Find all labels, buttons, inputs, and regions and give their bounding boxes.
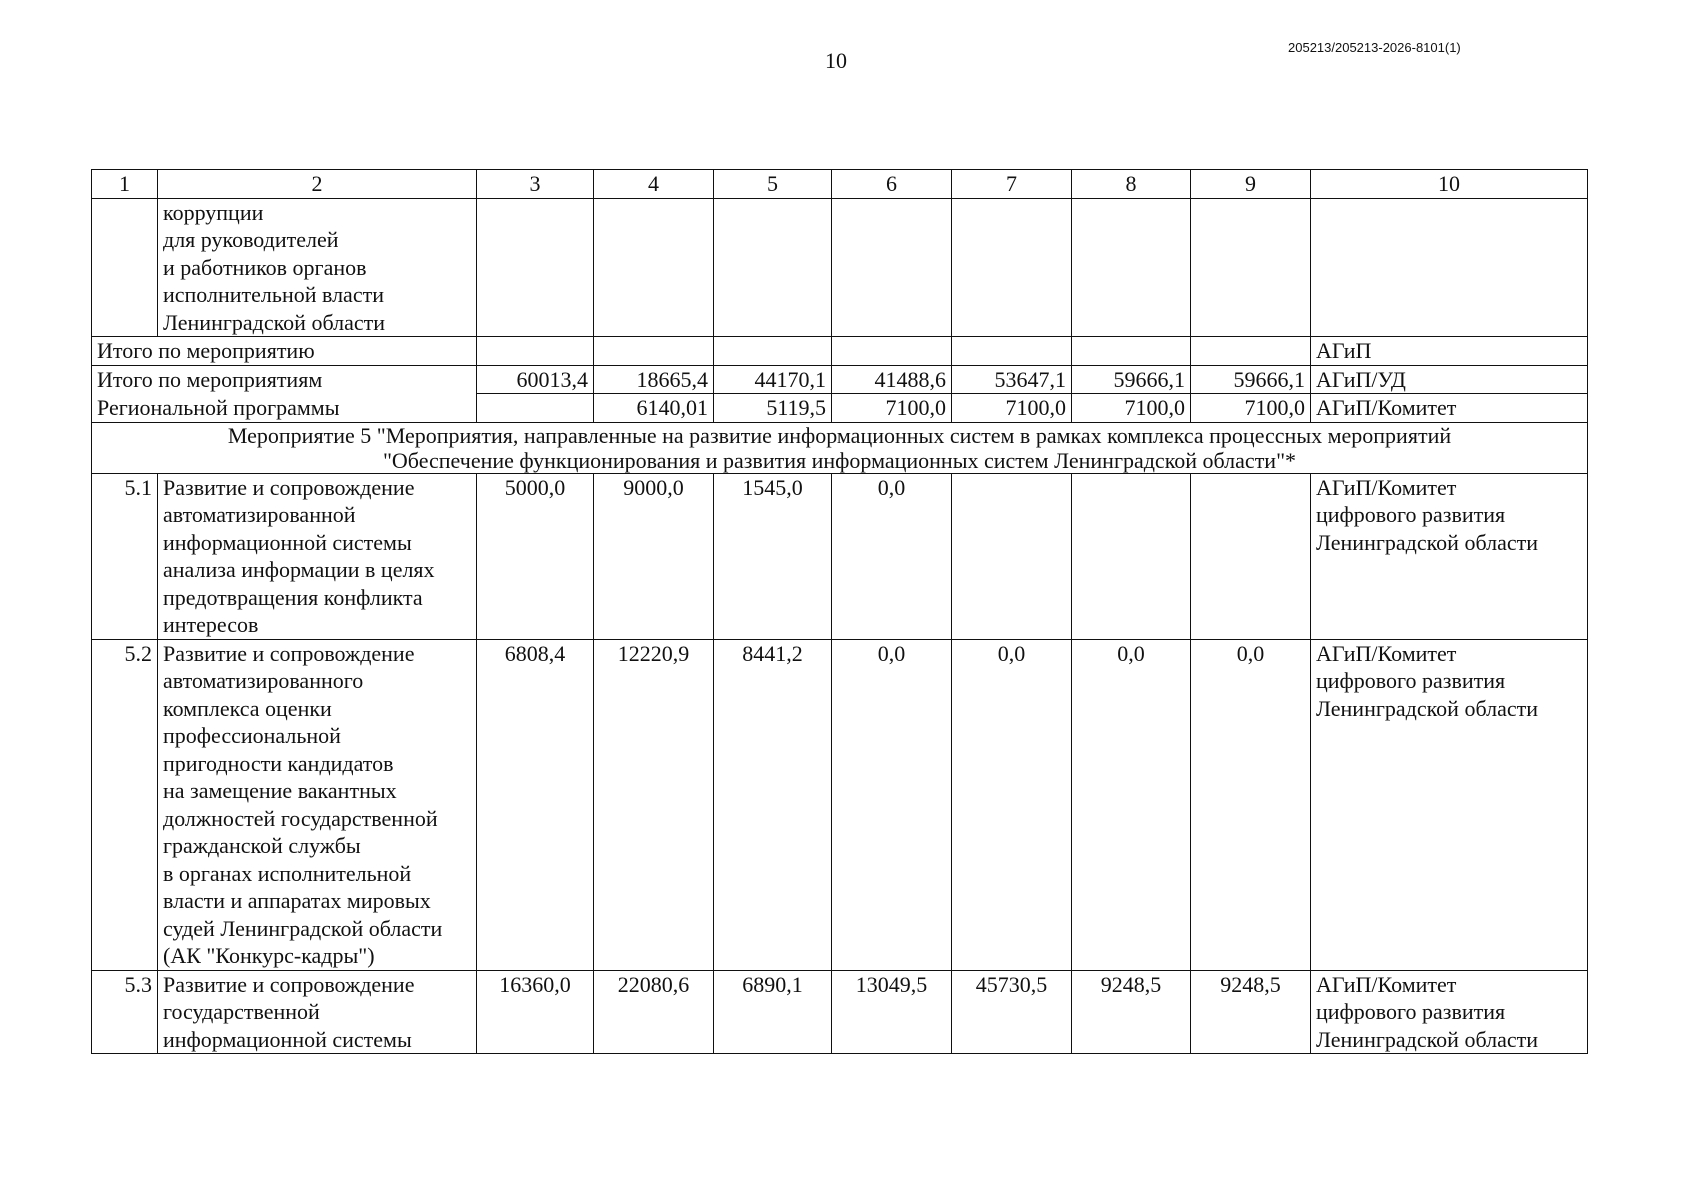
table-cell: [1191, 337, 1311, 366]
event-description: [158, 970, 477, 1054]
cell-line: цифрового развития: [1316, 668, 1506, 693]
column-header: 6: [832, 170, 952, 199]
responsible-cell: [1311, 970, 1588, 1054]
cell-line: Ленинградской области: [1316, 695, 1538, 721]
table-cell: [714, 198, 832, 337]
row-number: 5.2: [92, 639, 158, 970]
total-label: Региональной программы: [92, 394, 477, 423]
table-cell: [1072, 198, 1191, 337]
value-cell: 9000,0: [594, 473, 714, 639]
cell-line: и работников органов: [163, 254, 367, 280]
value-cell: 22080,6: [594, 970, 714, 1054]
value-cell: [1191, 473, 1311, 639]
cell-line: Развитие и сопровождение: [163, 971, 415, 997]
value-cell: 45730,5: [952, 970, 1072, 1054]
section-heading-line: Мероприятие 5 "Мероприятия, направленные на развитие информационных систем в рамках комплекса процессных мероприятий: [227, 422, 1452, 448]
table-cell: [594, 337, 714, 366]
responsible-cell: АГиП/УД: [1311, 365, 1588, 394]
value-cell: 5000,0: [477, 473, 594, 639]
cell-line: интересов: [163, 612, 259, 637]
table-cell: [1311, 198, 1588, 337]
value-cell: 0,0: [1072, 639, 1191, 970]
cell-line: автоматизированного: [163, 668, 364, 693]
total-events-row: [92, 365, 1588, 394]
event-description: [158, 473, 477, 639]
cell-line: на замещение вакантных: [163, 778, 397, 803]
table-cell: [832, 337, 952, 366]
table-row: [92, 473, 1588, 639]
value-cell: 44170,1: [714, 365, 832, 394]
table-cell: [477, 198, 594, 337]
cell-line: Ленинградской области: [163, 309, 385, 335]
cell-line: в органах исполнительной: [163, 860, 412, 886]
responsible-cell: АГиП/Комитет: [1311, 394, 1588, 423]
cell-line: власти и аппаратах мировых: [163, 888, 431, 913]
column-header: 1: [92, 170, 158, 199]
value-cell: 16360,0: [477, 970, 594, 1054]
section-heading: [92, 422, 1588, 473]
cell-line: государственной: [163, 999, 320, 1024]
value-cell: [952, 473, 1072, 639]
page-number: 10: [825, 48, 847, 73]
cell-line: информационной системы: [163, 1026, 412, 1052]
value-cell: [1072, 473, 1191, 639]
column-header: 9: [1191, 170, 1311, 199]
table-row: [92, 970, 1588, 1054]
value-cell: 0,0: [832, 473, 952, 639]
cell-line: АГиП/Комитет: [1316, 971, 1457, 997]
column-header: 4: [594, 170, 714, 199]
column-header: 10: [1311, 170, 1588, 199]
cell-line: гражданской службы: [163, 833, 361, 858]
table-cell: [92, 198, 158, 337]
cell-line: должностей государственной: [163, 805, 438, 831]
value-cell: 1545,0: [714, 473, 832, 639]
table-cell: [714, 337, 832, 366]
value-cell: 6808,4: [477, 639, 594, 970]
cell-line: Развитие и сопровождение: [163, 474, 415, 500]
table-cell: [952, 198, 1072, 337]
value-cell: 6890,1: [714, 970, 832, 1054]
column-header: 5: [714, 170, 832, 199]
value-cell: 0,0: [1191, 639, 1311, 970]
cell-line: предотвращения конфликта: [163, 584, 423, 610]
cell-line: информационной системы: [163, 529, 412, 555]
table-row: [92, 639, 1588, 970]
row-number: 5.3: [92, 970, 158, 1054]
section-heading-row: [92, 422, 1588, 473]
total-label: Итого по мероприятиям: [92, 365, 477, 394]
value-cell: 7100,0: [1072, 394, 1191, 423]
value-cell: [477, 394, 594, 423]
table-cell: [952, 337, 1072, 366]
value-cell: 12220,9: [594, 639, 714, 970]
value-cell: 0,0: [832, 639, 952, 970]
cell-line: АГиП/Комитет: [1316, 640, 1457, 666]
responsible-cell: [1311, 473, 1588, 639]
value-cell: 53647,1: [952, 365, 1072, 394]
value-cell: 8441,2: [714, 639, 832, 970]
header-row: [92, 170, 1588, 199]
cell-line: автоматизированной: [163, 502, 356, 527]
cell-line: пригодности кандидатов: [163, 750, 394, 776]
event-description: [158, 639, 477, 970]
cell-line: цифрового развития: [1316, 999, 1506, 1024]
table-cell: [1191, 198, 1311, 337]
column-header: 8: [1072, 170, 1191, 199]
cell-line: цифрового развития: [1316, 502, 1506, 527]
cell-line: профессиональной: [163, 723, 341, 748]
total-label: Итого по мероприятию: [92, 337, 477, 366]
value-cell: 59666,1: [1072, 365, 1191, 394]
cell-line: коррупции: [163, 199, 264, 225]
cell-line: Развитие и сопровождение: [163, 640, 415, 666]
column-header: 7: [952, 170, 1072, 199]
value-cell: 18665,4: [594, 365, 714, 394]
cell-line: Ленинградской области: [1316, 529, 1538, 555]
value-cell: 60013,4: [477, 365, 594, 394]
cell-line: анализа информации в целях: [163, 557, 435, 582]
cell-line: АГиП/Комитет: [1316, 474, 1457, 500]
document-id: 205213/205213-2026-8101(1): [1288, 40, 1461, 55]
value-cell: 7100,0: [1191, 394, 1311, 423]
value-cell: 9248,5: [1191, 970, 1311, 1054]
row-number: 5.1: [92, 473, 158, 639]
column-header: 3: [477, 170, 594, 199]
table-cell: [594, 198, 714, 337]
table-cell: [832, 198, 952, 337]
budget-table: [91, 169, 1588, 1054]
table-cell: [477, 337, 594, 366]
table-cell: [1072, 337, 1191, 366]
value-cell: 9248,5: [1072, 970, 1191, 1054]
value-cell: 7100,0: [952, 394, 1072, 423]
responsible-cell: АГиП: [1311, 337, 1588, 366]
cell-line: комплекса оценки: [163, 695, 332, 721]
table-row: [92, 198, 1588, 337]
cell-line: исполнительной власти: [163, 282, 384, 307]
total-event-row: [92, 337, 1588, 366]
cell-line: Ленинградской области: [1316, 1026, 1538, 1052]
value-cell: 13049,5: [832, 970, 952, 1054]
cell-line: (АК "Конкурс-кадры"): [163, 943, 375, 968]
regional-row: [92, 394, 1588, 423]
event-description: [158, 198, 477, 337]
value-cell: 6140,01: [594, 394, 714, 423]
section-heading-line: "Обеспечение функционирования и развития информационных систем Ленинградской области"*: [382, 447, 1297, 473]
value-cell: 0,0: [952, 639, 1072, 970]
value-cell: 7100,0: [832, 394, 952, 423]
value-cell: 41488,6: [832, 365, 952, 394]
cell-line: судей Ленинградской области: [163, 915, 443, 941]
column-header: 2: [158, 170, 477, 199]
responsible-cell: [1311, 639, 1588, 970]
value-cell: 59666,1: [1191, 365, 1311, 394]
cell-line: для руководителей: [163, 227, 339, 252]
value-cell: 5119,5: [714, 394, 832, 423]
